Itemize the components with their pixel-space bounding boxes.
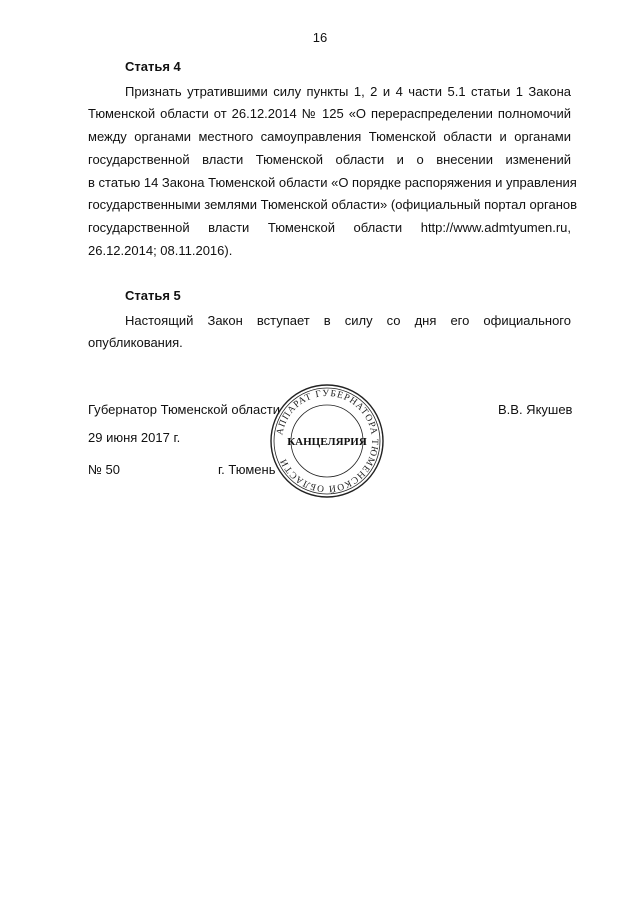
article-4-line: между органами местного самоуправления Тюменской области и органами xyxy=(88,129,571,145)
article-4-line: в статью 14 Закона Тюменской области «О порядке распоряжения и управления xyxy=(88,174,577,190)
article-4-body xyxy=(88,81,578,263)
article-5-line: Настоящий Закон вступает в силу со дня его официального xyxy=(125,312,571,328)
article-4 xyxy=(88,56,578,262)
article-4-line: Признать утратившими силу пункты 1, 2 и 4 части 5.1 статьи 1 Закона xyxy=(125,83,571,99)
article-5-line: опубликования. xyxy=(88,335,183,351)
page-number: 16 xyxy=(312,30,328,45)
article-5 xyxy=(88,285,571,355)
signing-date: 29 июня 2017 г. xyxy=(88,430,181,445)
law-number: № 50 xyxy=(88,462,121,477)
article-4-line: государственной власти Тюменской области и о внесении изменений xyxy=(88,151,571,167)
article-4-line: государственными землями Тюменской области» (официальный портал органов xyxy=(88,197,578,213)
stamp-center-text: КАНЦЕЛЯРИЯ xyxy=(287,436,367,448)
article-4-title: Статья 4 xyxy=(125,59,181,74)
stamp-ring-text: АППАРАТ ГУБЕРНАТОРА ТЮМЕНСКОЙ ОБЛАСТИ xyxy=(275,388,380,494)
signing-place: г. Тюмень xyxy=(218,462,276,477)
article-5-body xyxy=(88,310,571,355)
governor-title: Губернатор Тюменской области xyxy=(88,402,280,417)
office-stamp xyxy=(268,382,386,500)
article-4-line: 26.12.2014; 08.11.2016). xyxy=(88,242,233,258)
article-5-title: Статья 5 xyxy=(125,288,181,303)
article-4-line: государственной власти Тюменской области http://www.admtyumen.ru, xyxy=(88,219,571,235)
governor-name: В.В. Якушев xyxy=(498,402,573,417)
article-4-line: Тюменской области от 26.12.2014 № 125 «О перераспределении полномочий xyxy=(88,106,571,122)
